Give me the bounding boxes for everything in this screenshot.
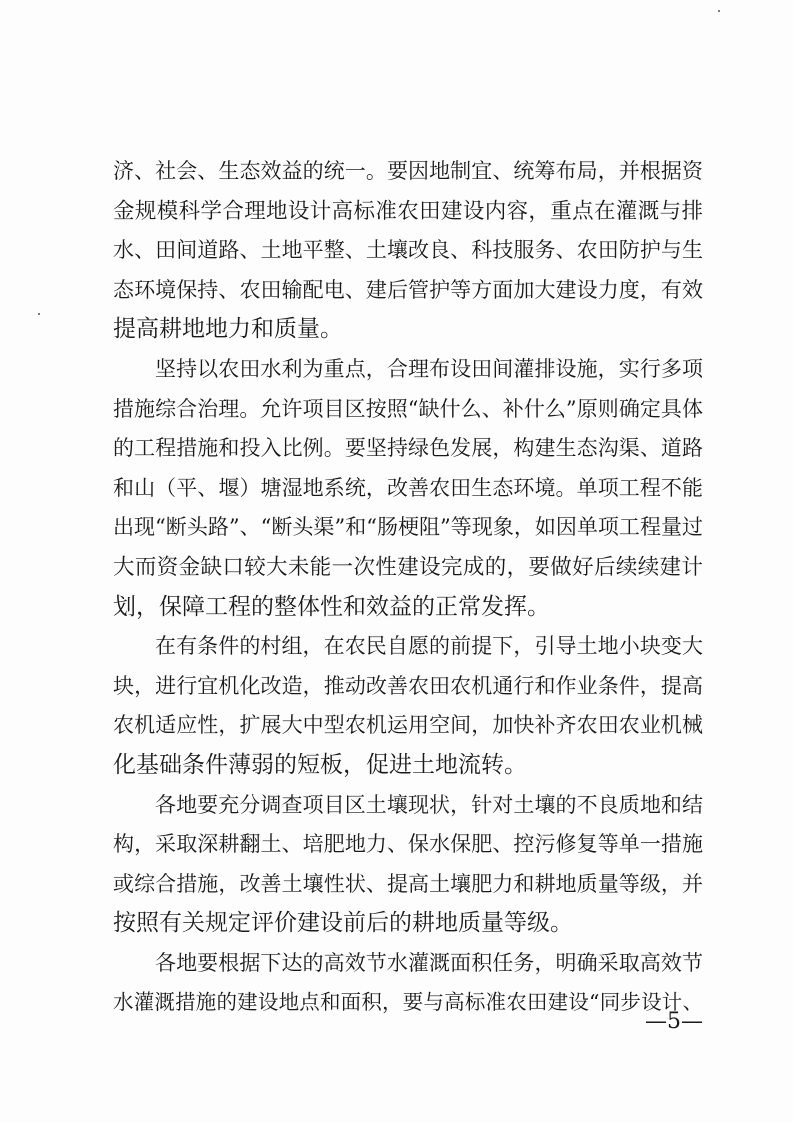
text-line: 按照有关规定评价建设前后的耕地质量等级。: [113, 910, 573, 937]
text-line: 和山（平、堰）塘湿地系统，改善农田生态环境。单项工程不能: [113, 475, 703, 500]
text-line: 各地要根据下达的高效节水灌溉面积任务，明确采取高效节: [155, 950, 703, 975]
text-line: 态环境保持、农田输配电、建后管护等方面加大建设力度，有效: [113, 277, 703, 302]
text-line: 构，采取深耕翻土、培肥地力、保水保肥、控污修复等单一措施: [113, 832, 703, 857]
text-line: 水、田间道路、土地平整、土壤改良、科技服务、农田防护与生: [113, 238, 703, 263]
text-line: 大而资金缺口较大未能一次性建设完成的，要做好后续续建计: [113, 554, 703, 580]
scan-artifact: [38, 313, 40, 315]
text-line: 济、社会、生态效益的统一。要因地制宜、统筹布局，并根据资: [113, 159, 703, 183]
text-line: 的工程措施和投入比例。要坚持绿色发展，构建生态沟渠、道路: [113, 436, 703, 461]
text-line: 在有条件的村组，在农民自愿的前提下，引导土地小块变大: [155, 634, 703, 659]
scan-artifact: [718, 10, 720, 12]
text-line: 农机适应性，扩展大中型农机运用空间，加快补齐农田农业机械: [113, 713, 703, 738]
page-number: —5—: [645, 1009, 703, 1034]
text-line: 出现“断头路”、“断头渠”和“肠梗阻”等现象，如因单项工程量过: [113, 515, 703, 540]
body-text: [113, 152, 703, 1023]
text-line: 坚持以农田水利为重点，合理布设田间灌排设施，实行多项: [155, 356, 703, 381]
text-line: 措施综合治理。允许项目区按照“缺什么、补什么”原则确定具体: [113, 396, 703, 421]
text-line: 块，进行宜机化改造，推动改善农田农机通行和作业条件，提高: [113, 673, 703, 698]
text-line: 提高耕地地力和质量。: [113, 316, 343, 343]
text-line: 金规模科学合理地设计高标准农田建设内容，重点在灌溉与排: [113, 198, 703, 224]
text-line: 水灌溉措施的建设地点和面积，要与高标准农田建设“同步设计、: [113, 990, 703, 1015]
text-line: 化基础条件薄弱的短板，促进土地流转。: [113, 751, 527, 778]
text-line: 或综合措施，改善土壤性状、提高土壤肥力和耕地质量等级，并: [113, 871, 703, 896]
text-line: 各地要充分调查项目区土壤现状，针对土壤的不良质地和结: [155, 792, 703, 817]
text-line: 划，保障工程的整体性和效益的正常发挥。: [113, 593, 550, 620]
